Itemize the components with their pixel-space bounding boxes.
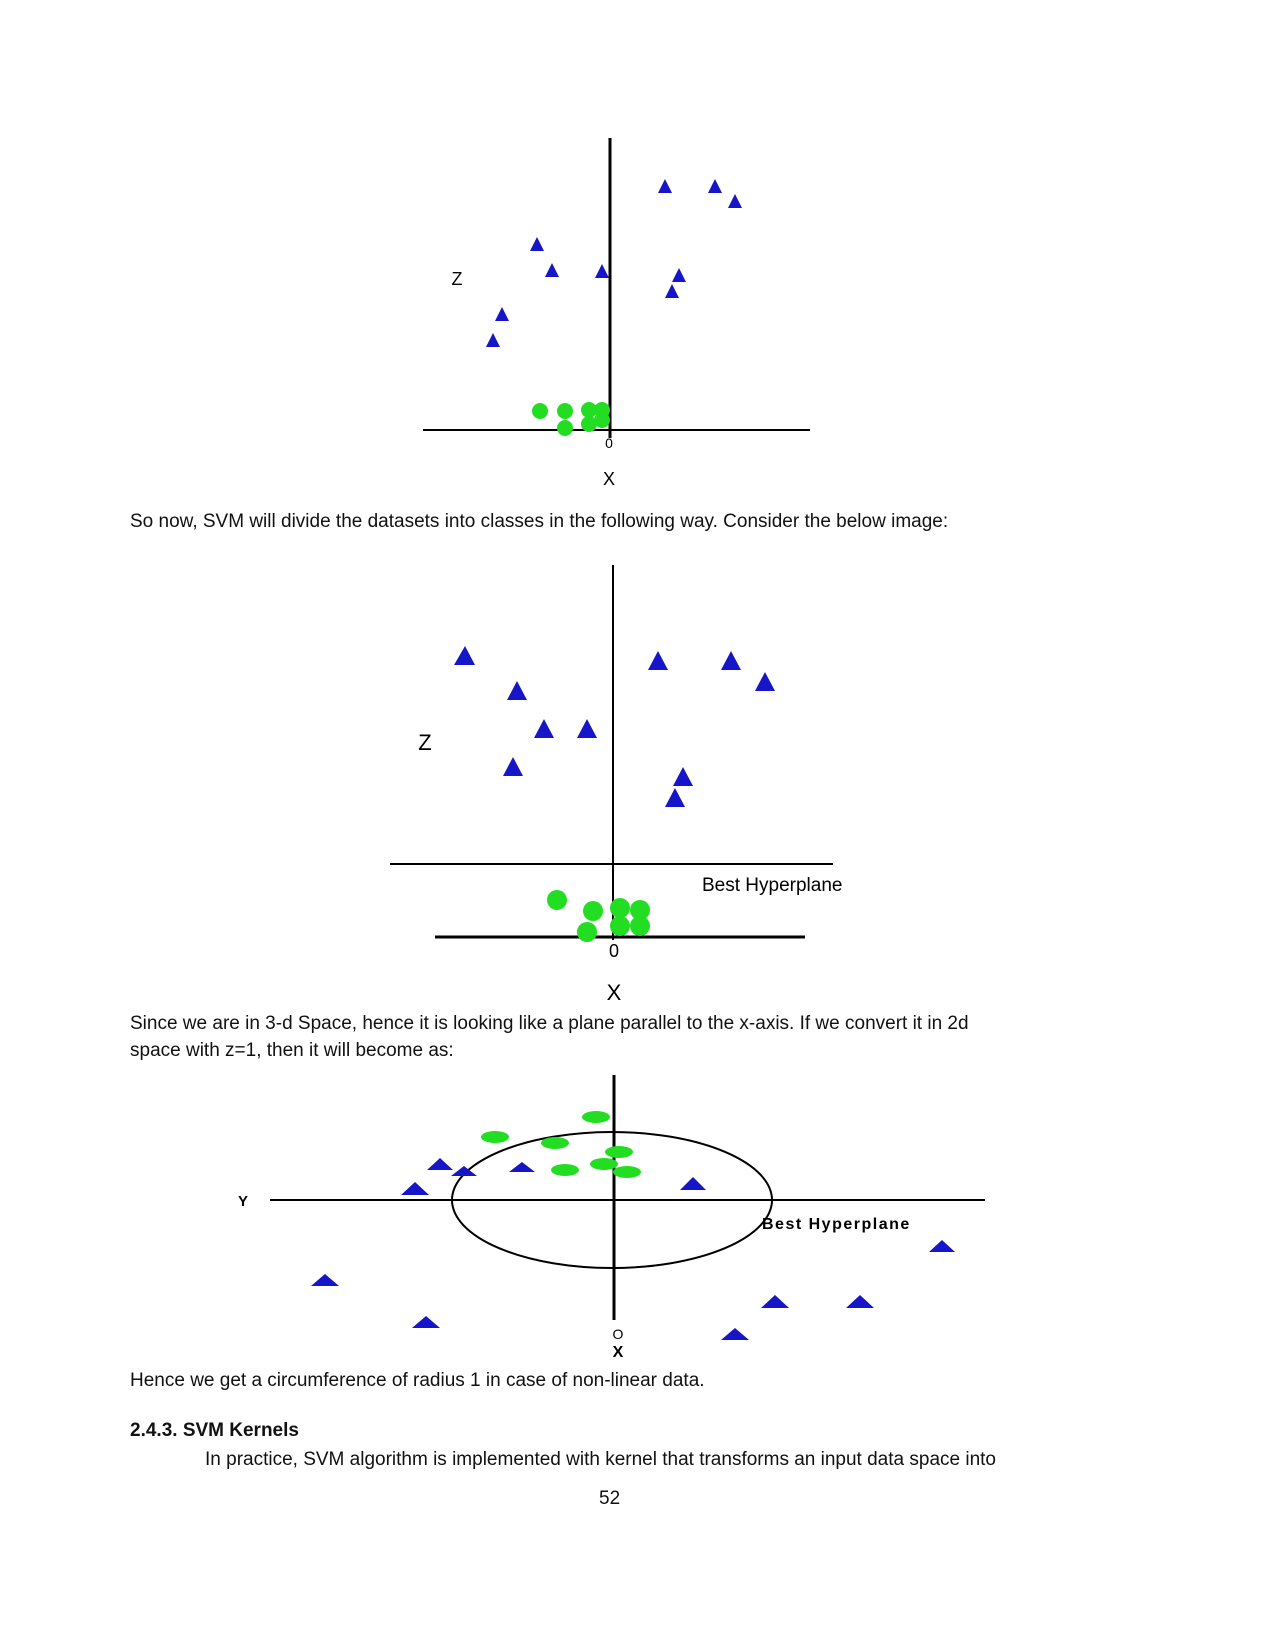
paragraph-intro: So now, SVM will divide the datasets into classes in the following way. Consider the below image: [130, 511, 949, 532]
fig1-triangle [708, 179, 722, 193]
fig3-triangle [846, 1295, 874, 1308]
fig2-z-label: Z [418, 730, 432, 755]
fig2-circle [610, 916, 630, 936]
fig1-triangle [530, 237, 544, 251]
fig1-triangle [486, 333, 500, 347]
fig2-circle [630, 916, 650, 936]
fig2-circle [577, 922, 597, 942]
fig1-circle [532, 403, 548, 419]
fig2-circle [610, 898, 630, 918]
section-heading: 2.4.3. SVM Kernels [130, 1420, 299, 1441]
fig3-point [582, 1111, 610, 1123]
fig1-triangle [495, 307, 509, 321]
figure-3-plot [225, 1070, 1005, 1360]
figure-1-plot [390, 130, 810, 510]
fig1-x-label: X [602, 469, 616, 489]
fig1-z-label: Z [451, 269, 463, 289]
fig2-circle [583, 901, 603, 921]
fig2-triangle [454, 646, 475, 665]
fig2-hyperplane-label: Best Hyperplane [702, 875, 843, 896]
fig3-y-label: Y [237, 1193, 249, 1210]
fig3-origin-label: O [612, 1326, 624, 1342]
fig2-triangle [755, 672, 775, 691]
fig1-circle [557, 403, 573, 419]
paragraph-circumference: Hence we get a circumference of radius 1 in case of non-linear data. [130, 1370, 705, 1391]
fig3-hyperplane-label: Best Hyperplane [762, 1216, 911, 1233]
fig3-point [481, 1131, 509, 1143]
fig2-triangle [721, 651, 741, 670]
fig3-point [613, 1166, 641, 1178]
fig1-origin-label: 0 [605, 435, 613, 451]
fig2-x-label: X [606, 980, 622, 1005]
fig3-point [590, 1158, 618, 1170]
fig1-circle [557, 420, 573, 436]
fig3-triangle [929, 1240, 955, 1252]
paragraph-3d-space-line1: Since we are in 3-d Space, hence it is looking like a plane parallel to the x-axis. If we convert it in 2d [130, 1013, 969, 1034]
fig2-triangle [503, 757, 523, 776]
fig3-triangle [427, 1158, 453, 1170]
section-body: In practice, SVM algorithm is implemented with kernel that transforms an input data space into [205, 1449, 996, 1470]
fig2-circle [547, 890, 567, 910]
fig2-origin-label: 0 [608, 941, 620, 961]
fig3-point [605, 1146, 633, 1158]
fig1-circle [581, 416, 597, 432]
fig3-triangle [451, 1166, 477, 1176]
fig1-triangle [728, 194, 742, 208]
fig2-triangle [673, 767, 693, 786]
fig2-triangle [648, 651, 668, 670]
fig1-triangle [545, 263, 559, 277]
fig1-triangle [658, 179, 672, 193]
fig3-triangle [680, 1177, 706, 1190]
paragraph-3d-space-line2: space with z=1, then it will become as: [130, 1040, 454, 1061]
fig2-triangle [534, 719, 554, 738]
fig3-triangle [721, 1328, 749, 1340]
fig1-triangle [595, 264, 609, 278]
fig3-point [541, 1137, 569, 1149]
fig1-triangle [672, 268, 686, 282]
page-number: 52 [599, 1488, 621, 1509]
fig3-triangle [311, 1274, 339, 1286]
fig3-x-label: X [612, 1344, 624, 1360]
fig3-triangle [761, 1295, 789, 1308]
figure-2-plot [380, 560, 860, 1005]
fig3-triangle [412, 1316, 440, 1328]
fig1-triangle [665, 284, 679, 298]
fig3-point [551, 1164, 579, 1176]
fig3-triangle [401, 1182, 429, 1195]
fig2-triangle [665, 788, 685, 807]
fig3-triangle [509, 1162, 535, 1172]
fig2-triangle [507, 681, 527, 700]
fig2-triangle [577, 719, 597, 738]
